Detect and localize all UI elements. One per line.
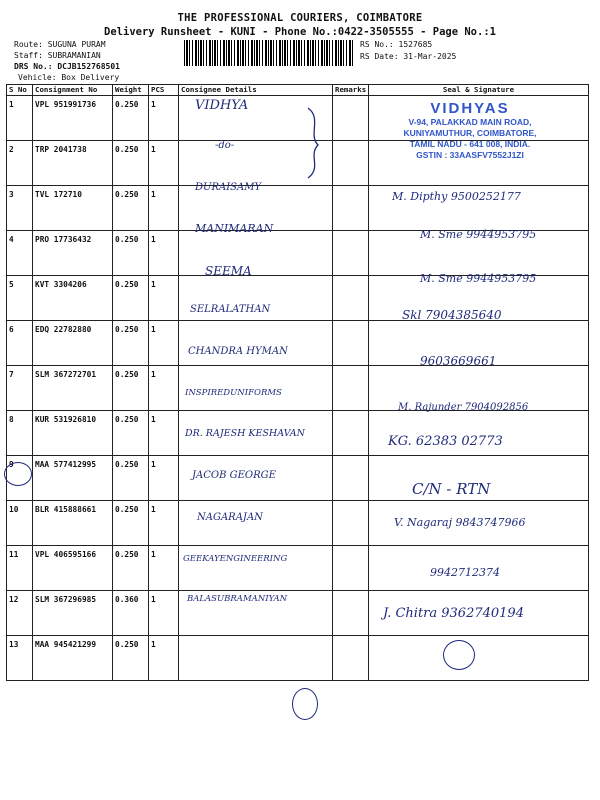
consignment-cell: TRP 2041738 [33,141,113,186]
remarks-cell [333,321,369,366]
stamp-line3: TAMIL NADU - 641 008, INDIA. [409,139,531,149]
remarks-cell [333,411,369,456]
hw-signature: M. Sme 9944953795 [420,228,537,241]
table-row [7,546,589,591]
remarks-cell [333,636,369,681]
consignment-cell: MAA 577412995 [33,456,113,501]
hw-consignee: MANIMARAN [195,222,274,235]
pcs-cell: 1 [149,591,179,636]
weight-cell: 0.250 [113,366,149,411]
hw-signature: 9603669661 [420,354,497,368]
consignment-cell: VPL 951991736 [33,96,113,141]
weight-cell: 0.250 [113,141,149,186]
company-title: THE PROFESSIONAL COURIERS, COIMBATORE [177,12,423,24]
hw-signature: M. Dipthy 9500252177 [392,190,521,203]
weight-cell: 0.250 [113,456,149,501]
consignee-cell [179,636,333,681]
weight-cell: 0.250 [113,186,149,231]
weight-cell: 0.250 [113,96,149,141]
remarks-cell [333,276,369,321]
weight-cell: 0.250 [113,501,149,546]
sno-cell: 10 [7,501,33,546]
consignment-cell: PRO 17736432 [33,231,113,276]
consignment-cell: EDQ 22782880 [33,321,113,366]
pcs-cell: 1 [149,186,179,231]
hw-signature: J. Chitra 9362740194 [383,606,524,621]
col-weight: Weight [113,85,149,96]
hw-consignee: INSPIREDUNIFORMS [185,388,282,398]
col-consignment: Consignment No [33,85,113,96]
consignee-cell [179,546,333,591]
consignment-cell: VPL 406595166 [33,546,113,591]
hw-consignee: -do- [215,140,235,151]
consignee-cell [179,321,333,366]
remarks-cell [333,186,369,231]
stamp-gstin: GSTIN : 33AASFV7552J1ZI [416,150,524,160]
weight-cell: 0.250 [113,276,149,321]
stamp-line1: V-94, PALAKKAD MAIN ROAD, [408,117,532,127]
weight-cell: 0.250 [113,411,149,456]
pcs-cell: 1 [149,141,179,186]
consignment-cell: SLM 367272701 [33,366,113,411]
hw-consignee: VIDHYA [195,98,249,113]
stamp-name: VIDHYAS [430,100,510,117]
hw-consignee: DURAISAMY [195,182,262,193]
hw-consignee: SELRALATHAN [190,304,271,315]
consignment-cell: SLM 367296985 [33,591,113,636]
remarks-cell [333,231,369,276]
brace-mark [300,100,340,180]
pcs-cell: 1 [149,501,179,546]
circle-mark [4,462,32,486]
weight-cell: 0.250 [113,321,149,366]
drs-number: DRS No.: DCJB152768501 [14,62,120,71]
hw-consignee: NAGARAJAN [197,512,263,523]
weight-cell: 0.360 [113,591,149,636]
col-signature: Seal & Signature [369,85,589,96]
col-consignee: Consignee Details [179,85,333,96]
rs-number: RS No.: 1527685 [360,40,433,49]
sno-cell: 12 [7,591,33,636]
hw-consignee: BALASUBRAMANIYAN [187,594,288,604]
pcs-cell: 1 [149,456,179,501]
staff-label: Staff: SUBRAMANIAN [14,51,101,60]
col-remarks: Remarks [333,85,369,96]
hw-signature: Skl 7904385640 [402,308,502,322]
circle-mark [443,640,475,670]
weight-cell: 0.250 [113,546,149,591]
consignment-cell: BLR 415888661 [33,501,113,546]
sno-cell: 11 [7,546,33,591]
runsheet-title: Delivery Runsheet - KUNI - Phone No.:0422-3505555 - Page No.:1 [104,26,496,38]
consignment-cell: KVT 3304206 [33,276,113,321]
table-row [7,456,589,501]
vehicle-label: Vehicle: Box Delivery [18,73,120,82]
route-label: Route: SUGUNA PURAM [14,40,106,49]
pcs-cell: 1 [149,276,179,321]
pcs-cell: 1 [149,411,179,456]
hw-consignee: JACOB GEORGE [192,470,276,481]
stamp-line2: KUNIYAMUTHUR, COIMBATORE, [403,128,537,138]
pcs-cell: 1 [149,231,179,276]
col-sno: S No [7,85,33,96]
hw-consignee: DR. RAJESH KESHAVAN [185,428,305,439]
runsheet-table [6,84,589,681]
hw-signature: 9942712374 [430,566,500,579]
consignment-cell: TVL 172710 [33,186,113,231]
consignee-cell [179,231,333,276]
hw-signature: C/N - RTN [412,480,491,498]
weight-cell: 0.250 [113,231,149,276]
table-row [7,321,589,366]
pcs-cell: 1 [149,636,179,681]
remarks-cell [333,501,369,546]
hw-signature: KG. 62383 02773 [388,434,503,449]
sno-cell: 6 [7,321,33,366]
sno-cell: 3 [7,186,33,231]
pcs-cell: 1 [149,321,179,366]
remarks-cell [333,546,369,591]
barcode [184,40,354,66]
pcs-cell: 1 [149,366,179,411]
col-pcs: PCS [149,85,179,96]
hw-signature: V. Nagaraj 9843747966 [394,516,526,529]
sno-cell: 4 [7,231,33,276]
remarks-cell [333,591,369,636]
sno-cell: 7 [7,366,33,411]
hw-signature: M. Sme 9944953795 [420,272,537,285]
weight-cell: 0.250 [113,636,149,681]
hw-consignee: GEEKAYENGINEERING [183,554,288,564]
circle-mark [292,688,318,720]
consignment-cell: KUR 531926810 [33,411,113,456]
consignee-cell [179,501,333,546]
sno-cell: 13 [7,636,33,681]
pcs-cell: 1 [149,546,179,591]
hw-signature: M. Rajunder 7904092856 [398,402,529,413]
table-header-row [7,85,589,96]
company-stamp [370,100,570,161]
remarks-cell [333,456,369,501]
table-row [7,636,589,681]
hw-consignee: CHANDRA HYMAN [188,346,288,357]
sno-cell: 9 [7,456,33,501]
consignment-cell: MAA 945421299 [33,636,113,681]
sno-cell: 2 [7,141,33,186]
pcs-cell: 1 [149,96,179,141]
remarks-cell [333,366,369,411]
hw-consignee: SEEMA [205,264,252,278]
signature-cell [369,636,589,681]
rs-date: RS Date: 31-Mar-2025 [360,52,457,61]
sno-cell: 8 [7,411,33,456]
sno-cell: 1 [7,96,33,141]
sno-cell: 5 [7,276,33,321]
